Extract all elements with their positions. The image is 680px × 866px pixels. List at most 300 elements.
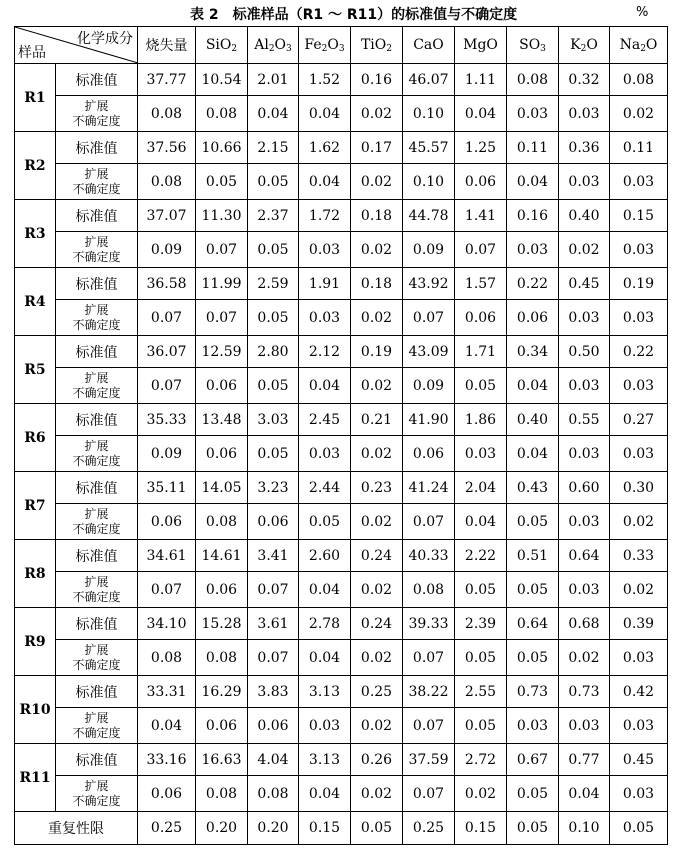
standard-value-cell: 2.44 [299, 472, 351, 504]
uncertainty-value-cell: 0.03 [559, 708, 610, 744]
uncertainty-value-cell: 0.03 [507, 232, 559, 268]
uncertainty-value-cell: 0.05 [455, 572, 507, 608]
uncertainty-value-cell: 0.03 [610, 368, 668, 404]
uncertainty-value-cell: 0.08 [196, 776, 248, 812]
standard-value-label: 标准值 [56, 540, 138, 572]
standard-value-cell: 11.30 [196, 200, 248, 232]
table-row-uncertainty [15, 164, 668, 200]
standard-value-cell: 0.42 [610, 676, 668, 708]
uncertainty-value-cell: 0.02 [610, 96, 668, 132]
uncertainty-value-cell: 0.05 [507, 640, 559, 676]
uncertainty-value-cell: 0.04 [138, 708, 196, 744]
standard-value-cell: 43.09 [403, 336, 455, 368]
uncertainty-value-cell: 0.08 [248, 776, 299, 812]
standard-value-label: 标准值 [56, 200, 138, 232]
uncertainty-value-cell: 0.07 [403, 300, 455, 336]
uncertainty-label [56, 572, 138, 608]
standard-value-cell: 0.23 [351, 472, 403, 504]
standard-value-cell: 0.77 [559, 744, 610, 776]
standard-value-cell: 0.67 [507, 744, 559, 776]
uncertainty-value-cell: 0.02 [351, 368, 403, 404]
standard-value-cell: 2.59 [248, 268, 299, 300]
table-row-uncertainty [15, 708, 668, 744]
sample-name-cell: R1 [15, 64, 56, 132]
standard-value-label: 标准值 [56, 608, 138, 640]
standard-value-cell: 3.03 [248, 404, 299, 436]
uncertainty-value-cell: 0.03 [455, 436, 507, 472]
standard-value-cell: 14.05 [196, 472, 248, 504]
corner-component-label: 化学成分 [77, 31, 133, 47]
standard-value-cell: 2.22 [455, 540, 507, 572]
standard-value-label: 标准值 [56, 132, 138, 164]
standard-value-cell: 0.27 [610, 404, 668, 436]
uncertainty-value-cell: 0.07 [138, 300, 196, 336]
uncertainty-value-cell: 0.04 [455, 96, 507, 132]
uncertainty-value-cell: 0.07 [403, 776, 455, 812]
uncertainty-value-cell: 0.02 [351, 436, 403, 472]
standard-value-cell: 0.11 [507, 132, 559, 164]
uncertainty-value-cell: 0.03 [299, 436, 351, 472]
uncertainty-value-cell: 0.04 [299, 640, 351, 676]
repeatability-value-cell: 0.25 [403, 812, 455, 845]
uncertainty-value-cell: 0.05 [455, 708, 507, 744]
uncertainty-value-cell: 0.02 [351, 640, 403, 676]
header-row [15, 27, 668, 64]
sample-name-cell: R11 [15, 744, 56, 812]
uncertainty-value-cell: 0.03 [610, 708, 668, 744]
sample-name-cell: R6 [15, 404, 56, 472]
standard-value-cell: 0.08 [507, 64, 559, 96]
column-header: SiO$_2$ [196, 27, 248, 64]
repeatability-value-cell: 0.25 [138, 812, 196, 845]
standard-value-cell: 0.45 [559, 268, 610, 300]
uncertainty-value-cell: 0.02 [351, 572, 403, 608]
repeatability-value-cell: 0.10 [559, 812, 610, 845]
uncertainty-value-cell: 0.05 [507, 776, 559, 812]
uncertainty-label-line1: 扩展 [84, 642, 109, 657]
table-row-standard [15, 608, 668, 640]
uncertainty-label-line2: 不确定度 [72, 521, 121, 536]
standard-value-cell: 41.90 [403, 404, 455, 436]
standard-value-cell: 38.22 [403, 676, 455, 708]
table-row-uncertainty [15, 436, 668, 472]
column-header: TiO$_2$ [351, 27, 403, 64]
uncertainty-label-line2: 不确定度 [72, 657, 121, 672]
column-header: 烧失量 [138, 27, 196, 64]
standard-value-cell: 16.63 [196, 744, 248, 776]
standard-value-cell: 16.29 [196, 676, 248, 708]
standard-value-cell: 1.62 [299, 132, 351, 164]
repeatability-value-cell: 0.05 [351, 812, 403, 845]
uncertainty-label-line1: 扩展 [84, 98, 109, 113]
standard-value-cell: 37.07 [138, 200, 196, 232]
uncertainty-value-cell: 0.08 [196, 640, 248, 676]
standard-value-cell: 3.13 [299, 676, 351, 708]
repeatability-value-cell: 0.20 [196, 812, 248, 845]
repeatability-value-cell: 0.05 [610, 812, 668, 845]
uncertainty-value-cell: 0.05 [248, 232, 299, 268]
standard-value-cell: 33.16 [138, 744, 196, 776]
standard-value-cell: 0.40 [559, 200, 610, 232]
standard-value-cell: 3.61 [248, 608, 299, 640]
repeatability-value-cell: 0.15 [299, 812, 351, 845]
standard-value-cell: 0.33 [610, 540, 668, 572]
standard-value-cell: 1.72 [299, 200, 351, 232]
standard-value-cell: 10.66 [196, 132, 248, 164]
standard-value-cell: 0.55 [559, 404, 610, 436]
table-body [15, 64, 668, 845]
uncertainty-value-cell: 0.06 [196, 708, 248, 744]
table-row-standard [15, 472, 668, 504]
standard-value-cell: 0.39 [610, 608, 668, 640]
standard-value-cell: 13.48 [196, 404, 248, 436]
standard-value-cell: 1.57 [455, 268, 507, 300]
uncertainty-label [56, 96, 138, 132]
standard-value-cell: 40.33 [403, 540, 455, 572]
standard-value-cell: 1.11 [455, 64, 507, 96]
uncertainty-value-cell: 0.06 [196, 436, 248, 472]
uncertainty-value-cell: 0.03 [610, 776, 668, 812]
uncertainty-label-line1: 扩展 [84, 710, 109, 725]
uncertainty-value-cell: 0.07 [403, 708, 455, 744]
uncertainty-value-cell: 0.04 [507, 164, 559, 200]
uncertainty-label-line2: 不确定度 [72, 317, 121, 332]
uncertainty-label-line1: 扩展 [84, 574, 109, 589]
uncertainty-value-cell: 0.03 [610, 300, 668, 336]
sample-name-cell: R4 [15, 268, 56, 336]
uncertainty-value-cell: 0.04 [507, 436, 559, 472]
standard-value-cell: 0.36 [559, 132, 610, 164]
uncertainty-label [56, 232, 138, 268]
uncertainty-value-cell: 0.04 [559, 776, 610, 812]
uncertainty-value-cell: 0.10 [403, 164, 455, 200]
standard-value-cell: 35.33 [138, 404, 196, 436]
standard-value-cell: 0.24 [351, 608, 403, 640]
uncertainty-value-cell: 0.02 [351, 504, 403, 540]
uncertainty-label [56, 368, 138, 404]
uncertainty-value-cell: 0.02 [351, 232, 403, 268]
uncertainty-value-cell: 0.06 [138, 776, 196, 812]
standard-value-cell: 0.51 [507, 540, 559, 572]
standard-value-cell: 4.04 [248, 744, 299, 776]
table-row-uncertainty [15, 776, 668, 812]
standard-value-label: 标准值 [56, 676, 138, 708]
standard-value-cell: 37.77 [138, 64, 196, 96]
standard-value-cell: 33.31 [138, 676, 196, 708]
sample-name-cell: R8 [15, 540, 56, 608]
uncertainty-value-cell: 0.06 [455, 300, 507, 336]
uncertainty-label-line2: 不确定度 [72, 725, 121, 740]
uncertainty-label [56, 504, 138, 540]
uncertainty-value-cell: 0.05 [248, 436, 299, 472]
table-row-repeatability [15, 812, 668, 845]
uncertainty-value-cell: 0.09 [138, 232, 196, 268]
uncertainty-label [56, 708, 138, 744]
uncertainty-value-cell: 0.05 [248, 368, 299, 404]
uncertainty-value-cell: 0.07 [138, 368, 196, 404]
uncertainty-label-line2: 不确定度 [72, 113, 121, 128]
uncertainty-value-cell: 0.05 [455, 368, 507, 404]
uncertainty-value-cell: 0.02 [351, 300, 403, 336]
standard-value-cell: 36.07 [138, 336, 196, 368]
uncertainty-value-cell: 0.08 [196, 504, 248, 540]
table-row-standard [15, 132, 668, 164]
standard-value-cell: 12.59 [196, 336, 248, 368]
uncertainty-label-line2: 不确定度 [72, 385, 121, 400]
repeatability-value-cell: 0.05 [507, 812, 559, 845]
column-header: CaO [403, 27, 455, 64]
standard-value-cell: 3.83 [248, 676, 299, 708]
uncertainty-value-cell: 0.03 [507, 96, 559, 132]
uncertainty-value-cell: 0.09 [403, 232, 455, 268]
standard-value-label: 标准值 [56, 404, 138, 436]
standard-value-cell: 0.50 [559, 336, 610, 368]
standard-value-cell: 0.73 [559, 676, 610, 708]
sample-name-cell: R2 [15, 132, 56, 200]
uncertainty-value-cell: 0.03 [507, 708, 559, 744]
standard-value-cell: 39.33 [403, 608, 455, 640]
standard-value-cell: 0.15 [610, 200, 668, 232]
table-row-standard [15, 744, 668, 776]
standard-value-cell: 0.16 [351, 64, 403, 96]
standard-value-cell: 0.18 [351, 200, 403, 232]
uncertainty-value-cell: 0.02 [559, 232, 610, 268]
table-row-uncertainty [15, 640, 668, 676]
uncertainty-value-cell: 0.04 [299, 96, 351, 132]
standard-value-cell: 0.22 [610, 336, 668, 368]
uncertainty-label-line2: 不确定度 [72, 589, 121, 604]
standard-value-cell: 2.04 [455, 472, 507, 504]
uncertainty-value-cell: 0.05 [507, 572, 559, 608]
uncertainty-value-cell: 0.08 [138, 164, 196, 200]
standard-value-cell: 3.13 [299, 744, 351, 776]
uncertainty-label [56, 640, 138, 676]
uncertainty-value-cell: 0.04 [248, 96, 299, 132]
uncertainty-value-cell: 0.02 [351, 96, 403, 132]
repeatability-value-cell: 0.20 [248, 812, 299, 845]
standard-value-cell: 0.64 [559, 540, 610, 572]
standard-value-cell: 35.11 [138, 472, 196, 504]
uncertainty-value-cell: 0.05 [455, 640, 507, 676]
standard-value-cell: 0.25 [351, 676, 403, 708]
standard-value-cell: 2.80 [248, 336, 299, 368]
standard-value-cell: 1.71 [455, 336, 507, 368]
standard-value-cell: 0.11 [610, 132, 668, 164]
uncertainty-value-cell: 0.07 [403, 640, 455, 676]
standard-value-cell: 0.21 [351, 404, 403, 436]
table-row-uncertainty [15, 504, 668, 540]
standard-value-cell: 2.37 [248, 200, 299, 232]
standard-value-cell: 44.78 [403, 200, 455, 232]
standard-value-cell: 0.45 [610, 744, 668, 776]
standard-value-cell: 43.92 [403, 268, 455, 300]
corner-sample-label: 样品 [18, 45, 46, 61]
standard-value-cell: 0.19 [610, 268, 668, 300]
column-header: $Al_2O_3$ [248, 27, 299, 64]
standard-value-cell: 0.30 [610, 472, 668, 504]
standard-value-cell: 2.60 [299, 540, 351, 572]
uncertainty-value-cell: 0.05 [507, 504, 559, 540]
standard-value-cell: 3.23 [248, 472, 299, 504]
uncertainty-value-cell: 0.05 [248, 300, 299, 336]
uncertainty-value-cell: 0.03 [559, 436, 610, 472]
table-row-uncertainty [15, 232, 668, 268]
uncertainty-value-cell: 0.04 [299, 368, 351, 404]
uncertainty-value-cell: 0.07 [403, 504, 455, 540]
standard-value-cell: 1.41 [455, 200, 507, 232]
uncertainty-label [56, 776, 138, 812]
standard-value-cell: 0.64 [507, 608, 559, 640]
standard-value-cell: 3.41 [248, 540, 299, 572]
standard-value-cell: 0.24 [351, 540, 403, 572]
table-row-uncertainty [15, 96, 668, 132]
uncertainty-value-cell: 0.04 [299, 776, 351, 812]
standard-value-cell: 34.61 [138, 540, 196, 572]
uncertainty-value-cell: 0.03 [559, 300, 610, 336]
table-row-standard [15, 676, 668, 708]
sample-name-cell: R9 [15, 608, 56, 676]
standard-value-cell: 0.18 [351, 268, 403, 300]
uncertainty-value-cell: 0.03 [559, 164, 610, 200]
uncertainty-value-cell: 0.04 [507, 368, 559, 404]
uncertainty-label-line1: 扩展 [84, 234, 109, 249]
repeatability-value-cell: 0.15 [455, 812, 507, 845]
sample-name-cell: R3 [15, 200, 56, 268]
uncertainty-value-cell: 0.07 [248, 640, 299, 676]
uncertainty-value-cell: 0.04 [299, 572, 351, 608]
uncertainty-label-line1: 扩展 [84, 506, 109, 521]
uncertainty-value-cell: 0.06 [138, 504, 196, 540]
uncertainty-value-cell: 0.03 [559, 572, 610, 608]
uncertainty-value-cell: 0.03 [299, 300, 351, 336]
uncertainty-value-cell: 0.02 [351, 164, 403, 200]
uncertainty-label-line1: 扩展 [84, 438, 109, 453]
table-title: 表 2 标准样品（R1 ～ R11）的标准值与不确定度 [190, 7, 518, 23]
uncertainty-value-cell: 0.08 [138, 640, 196, 676]
uncertainty-label-line2: 不确定度 [72, 249, 121, 264]
uncertainty-value-cell: 0.03 [559, 368, 610, 404]
standard-value-label: 标准值 [56, 472, 138, 504]
uncertainty-value-cell: 0.03 [299, 708, 351, 744]
table-row-uncertainty [15, 368, 668, 404]
uncertainty-value-cell: 0.04 [455, 504, 507, 540]
standard-value-cell: 37.56 [138, 132, 196, 164]
standard-value-label: 标准值 [56, 268, 138, 300]
uncertainty-value-cell: 0.10 [403, 96, 455, 132]
standard-value-cell: 2.15 [248, 132, 299, 164]
standard-value-cell: 0.08 [610, 64, 668, 96]
standard-value-label: 标准值 [56, 744, 138, 776]
uncertainty-label-line1: 扩展 [84, 778, 109, 793]
standard-value-cell: 0.34 [507, 336, 559, 368]
standard-value-cell: 1.91 [299, 268, 351, 300]
standard-value-cell: 0.68 [559, 608, 610, 640]
table-row-standard [15, 268, 668, 300]
table-row-standard [15, 540, 668, 572]
standard-value-cell: 0.60 [559, 472, 610, 504]
standard-value-cell: 1.86 [455, 404, 507, 436]
uncertainty-value-cell: 0.03 [299, 232, 351, 268]
uncertainty-value-cell: 0.03 [610, 232, 668, 268]
standard-value-cell: 2.01 [248, 64, 299, 96]
uncertainty-value-cell: 0.03 [610, 436, 668, 472]
uncertainty-label [56, 164, 138, 200]
uncertainty-label-line1: 扩展 [84, 302, 109, 317]
sample-name-cell: R7 [15, 472, 56, 540]
table-unit: % [636, 5, 649, 20]
standard-value-cell: 34.10 [138, 608, 196, 640]
uncertainty-value-cell: 0.08 [196, 96, 248, 132]
column-header: $K_2O$ [559, 27, 610, 64]
standard-value-label: 标准值 [56, 336, 138, 368]
standard-value-cell: 1.52 [299, 64, 351, 96]
uncertainty-value-cell: 0.02 [610, 504, 668, 540]
uncertainty-value-cell: 0.02 [610, 572, 668, 608]
uncertainty-value-cell: 0.08 [403, 572, 455, 608]
standard-sample-table [14, 26, 668, 845]
standard-value-cell: 15.28 [196, 608, 248, 640]
standard-value-cell: 0.17 [351, 132, 403, 164]
standard-value-cell: 2.72 [455, 744, 507, 776]
uncertainty-value-cell: 0.04 [299, 164, 351, 200]
standard-value-cell: 0.22 [507, 268, 559, 300]
column-header: MgO [455, 27, 507, 64]
uncertainty-value-cell: 0.06 [196, 368, 248, 404]
uncertainty-value-cell: 0.05 [248, 164, 299, 200]
uncertainty-value-cell: 0.07 [196, 300, 248, 336]
column-header: $Na_2O$ [610, 27, 668, 64]
standard-value-cell: 1.25 [455, 132, 507, 164]
uncertainty-label-line2: 不确定度 [72, 793, 121, 808]
column-header: $SO_3$ [507, 27, 559, 64]
uncertainty-value-cell: 0.05 [299, 504, 351, 540]
uncertainty-value-cell: 0.02 [455, 776, 507, 812]
standard-value-cell: 45.57 [403, 132, 455, 164]
uncertainty-value-cell: 0.03 [559, 96, 610, 132]
standard-value-cell: 10.54 [196, 64, 248, 96]
sample-name-cell: R5 [15, 336, 56, 404]
uncertainty-label-line1: 扩展 [84, 166, 109, 181]
standard-value-cell: 36.58 [138, 268, 196, 300]
corner-header-cell [15, 27, 138, 64]
uncertainty-value-cell: 0.02 [559, 640, 610, 676]
repeatability-label: 重复性限 [15, 812, 138, 845]
uncertainty-value-cell: 0.08 [138, 96, 196, 132]
standard-value-cell: 14.61 [196, 540, 248, 572]
standard-value-cell: 0.19 [351, 336, 403, 368]
uncertainty-value-cell: 0.03 [559, 504, 610, 540]
uncertainty-label [56, 300, 138, 336]
table-row-uncertainty [15, 300, 668, 336]
column-header: $Fe_2O_3$ [299, 27, 351, 64]
standard-value-cell: 2.39 [455, 608, 507, 640]
standard-value-cell: 11.99 [196, 268, 248, 300]
table-caption [0, 0, 680, 28]
standard-value-cell: 0.73 [507, 676, 559, 708]
standard-value-cell: 0.32 [559, 64, 610, 96]
uncertainty-value-cell: 0.07 [455, 232, 507, 268]
uncertainty-value-cell: 0.06 [403, 436, 455, 472]
uncertainty-value-cell: 0.07 [138, 572, 196, 608]
standard-value-cell: 0.16 [507, 200, 559, 232]
table-row-standard [15, 336, 668, 368]
uncertainty-label-line2: 不确定度 [72, 181, 121, 196]
standard-value-label: 标准值 [56, 64, 138, 96]
standard-value-cell: 0.43 [507, 472, 559, 504]
table-row-standard [15, 64, 668, 96]
uncertainty-value-cell: 0.06 [248, 708, 299, 744]
standard-value-cell: 0.26 [351, 744, 403, 776]
